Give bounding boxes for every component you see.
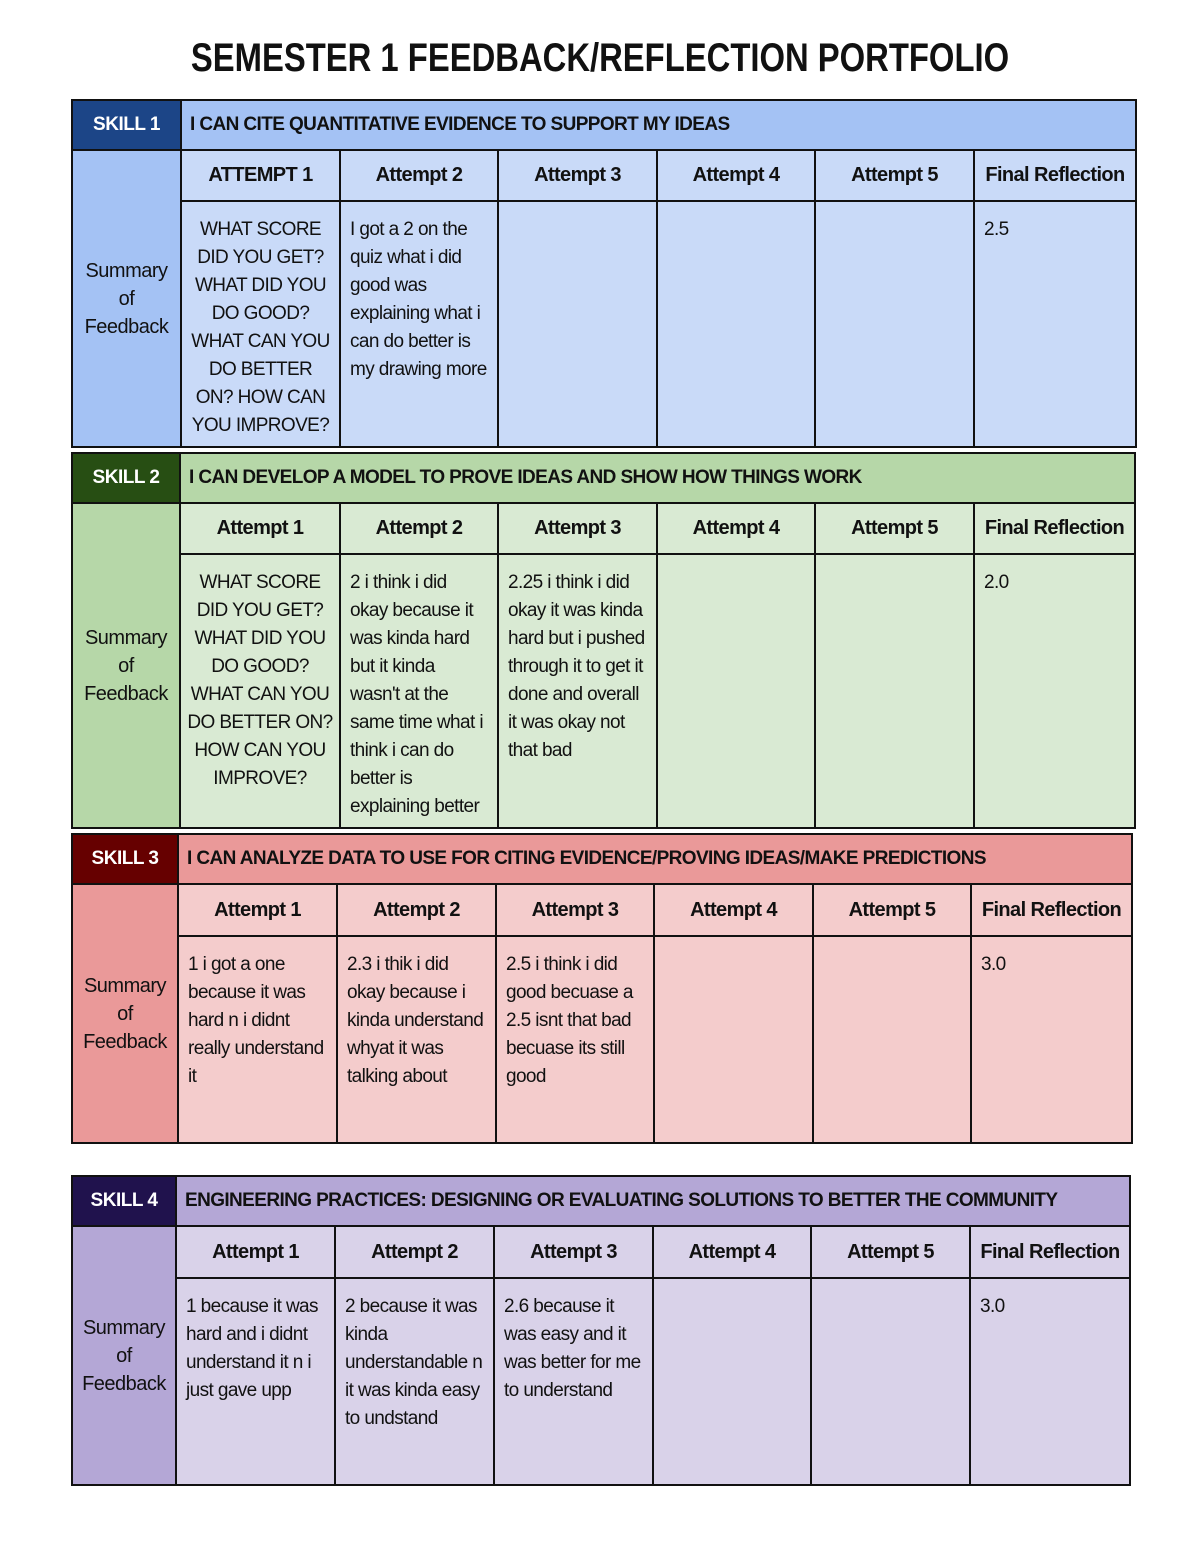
- attempt-2-cell[interactable]: 2 because it was kinda understandable n it was kinda easy to undstand: [335, 1278, 494, 1485]
- final-reflection-cell[interactable]: 2.0: [974, 554, 1135, 828]
- attempt-1-cell[interactable]: WHAT SCORE DID YOU GET? WHAT DID YOU DO GOOD? WHAT CAN YOU DO BETTER ON? HOW CAN YOU IMPROVE?: [180, 554, 340, 828]
- attempt-5-header: Attempt 5: [815, 150, 974, 201]
- attempt-5-cell[interactable]: [811, 1278, 970, 1485]
- attempt-3-cell[interactable]: 2.6 because it was easy and it was better for me to understand: [494, 1278, 653, 1485]
- summary-label-line: Feedback: [84, 315, 169, 338]
- skill-1-table: [71, 99, 1137, 448]
- attempt-1-cell[interactable]: WHAT SCORE DID YOU GET? WHAT DID YOU DO GOOD? WHAT CAN YOU DO BETTER ON? HOW CAN YOU IMPROVE?: [181, 201, 340, 447]
- attempt-2-cell[interactable]: I got a 2 on the quiz what i did good was explaining what i can do better is my drawing more: [340, 201, 498, 447]
- attempt-3-header: Attempt 3: [498, 150, 657, 201]
- attempt-1-header: Attempt 1: [176, 1226, 335, 1278]
- skill-statement: I CAN ANALYZE DATA TO USE FOR CITING EVIDENCE/PROVING IDEAS/MAKE PREDICTIONS: [178, 834, 1132, 884]
- attempt-1-header: Attempt 1: [178, 884, 337, 936]
- skill-label: SKILL 2: [72, 453, 180, 503]
- attempt-3-header: Attempt 3: [496, 884, 654, 936]
- skill-statement: I CAN CITE QUANTITATIVE EVIDENCE TO SUPPORT MY IDEAS: [181, 100, 1136, 150]
- summary-label-line: Feedback: [83, 1030, 167, 1053]
- summary-label-line: Feedback: [84, 682, 168, 705]
- summary-label-line: Summary: [84, 626, 168, 649]
- attempt-4-cell[interactable]: [654, 936, 813, 1143]
- skill-label: SKILL 4: [72, 1176, 176, 1226]
- final-reflection-header: Final Reflection: [974, 150, 1136, 201]
- summary-label-line: Summary: [82, 1316, 166, 1339]
- summary-label-line: Feedback: [82, 1372, 166, 1395]
- attempt-2-cell[interactable]: 2.3 i thik i did okay because i kinda understand whyat it was talking about: [337, 936, 496, 1143]
- attempt-4-cell[interactable]: [653, 1278, 811, 1485]
- summary-label-line: of: [117, 1002, 133, 1025]
- attempt-1-cell[interactable]: 1 because it was hard and i didnt understand it n i just gave upp: [176, 1278, 335, 1485]
- attempt-1-header: Attempt 1: [180, 503, 340, 554]
- attempt-2-header: Attempt 2: [340, 503, 498, 554]
- summary-label-line: Summary: [83, 974, 167, 997]
- summary-label-line: of: [118, 287, 135, 310]
- attempt-3-header: Attempt 3: [498, 503, 657, 554]
- skill-2-table: [71, 452, 1136, 829]
- final-reflection-cell[interactable]: 2.5: [974, 201, 1136, 447]
- attempt-2-header: Attempt 2: [340, 150, 498, 201]
- attempt-5-cell[interactable]: [815, 201, 974, 447]
- attempt-5-cell[interactable]: [815, 554, 974, 828]
- page-title: SEMESTER 1 FEEDBACK/REFLECTION PORTFOLIO: [190, 36, 1010, 80]
- attempt-5-header: Attempt 5: [811, 1226, 970, 1278]
- summary-label-line: Summary: [85, 259, 168, 282]
- summary-label-line: of: [116, 1344, 132, 1367]
- attempt-5-header: Attempt 5: [813, 884, 971, 936]
- attempt-1-header: ATTEMPT 1: [181, 150, 340, 201]
- attempt-4-header: Attempt 4: [653, 1226, 811, 1278]
- final-reflection-cell[interactable]: 3.0: [970, 1278, 1130, 1485]
- skill-statement: I CAN DEVELOP A MODEL TO PROVE IDEAS AND SHOW HOW THINGS WORK: [180, 453, 1135, 503]
- attempt-5-cell[interactable]: [813, 936, 971, 1143]
- attempt-4-cell[interactable]: [657, 201, 815, 447]
- summary-of-feedback-label: [72, 884, 178, 1143]
- skill-label: SKILL 3: [72, 834, 178, 884]
- attempt-2-header: Attempt 2: [335, 1226, 494, 1278]
- attempt-4-header: Attempt 4: [657, 150, 815, 201]
- attempt-1-cell[interactable]: 1 i got a one because it was hard n i didnt really understand it: [178, 936, 337, 1143]
- attempt-3-cell[interactable]: 2.25 i think i did okay it was kinda hard but i pushed through it to get it done and overall it was okay not that bad: [498, 554, 657, 828]
- summary-label-line: of: [118, 654, 134, 677]
- summary-of-feedback-label: [72, 1226, 176, 1485]
- attempt-4-cell[interactable]: [657, 554, 815, 828]
- attempt-3-header: Attempt 3: [494, 1226, 653, 1278]
- attempt-4-header: Attempt 4: [657, 503, 815, 554]
- skill-label: SKILL 1: [72, 100, 181, 150]
- final-reflection-cell[interactable]: 3.0: [971, 936, 1132, 1143]
- summary-of-feedback-label: [72, 503, 180, 828]
- attempt-2-header: Attempt 2: [337, 884, 496, 936]
- summary-of-feedback-label: [72, 150, 181, 447]
- final-reflection-header: Final Reflection: [974, 503, 1135, 554]
- attempt-2-cell[interactable]: 2 i think i did okay because it was kinda hard but it kinda wasn't at the same time what i think i can do better is explaining better: [340, 554, 498, 828]
- final-reflection-header: Final Reflection: [970, 1226, 1130, 1278]
- final-reflection-header: Final Reflection: [971, 884, 1132, 936]
- attempt-3-cell[interactable]: [498, 201, 657, 447]
- skill-statement: ENGINEERING PRACTICES: DESIGNING OR EVALUATING SOLUTIONS TO BETTER THE COMMUNITY: [176, 1176, 1130, 1226]
- attempt-4-header: Attempt 4: [654, 884, 813, 936]
- skill-4-table: [71, 1175, 1131, 1486]
- skill-3-table: [71, 833, 1133, 1144]
- attempt-5-header: Attempt 5: [815, 503, 974, 554]
- attempt-3-cell[interactable]: 2.5 i think i did good becuase a 2.5 isnt that bad becuase its still good: [496, 936, 654, 1143]
